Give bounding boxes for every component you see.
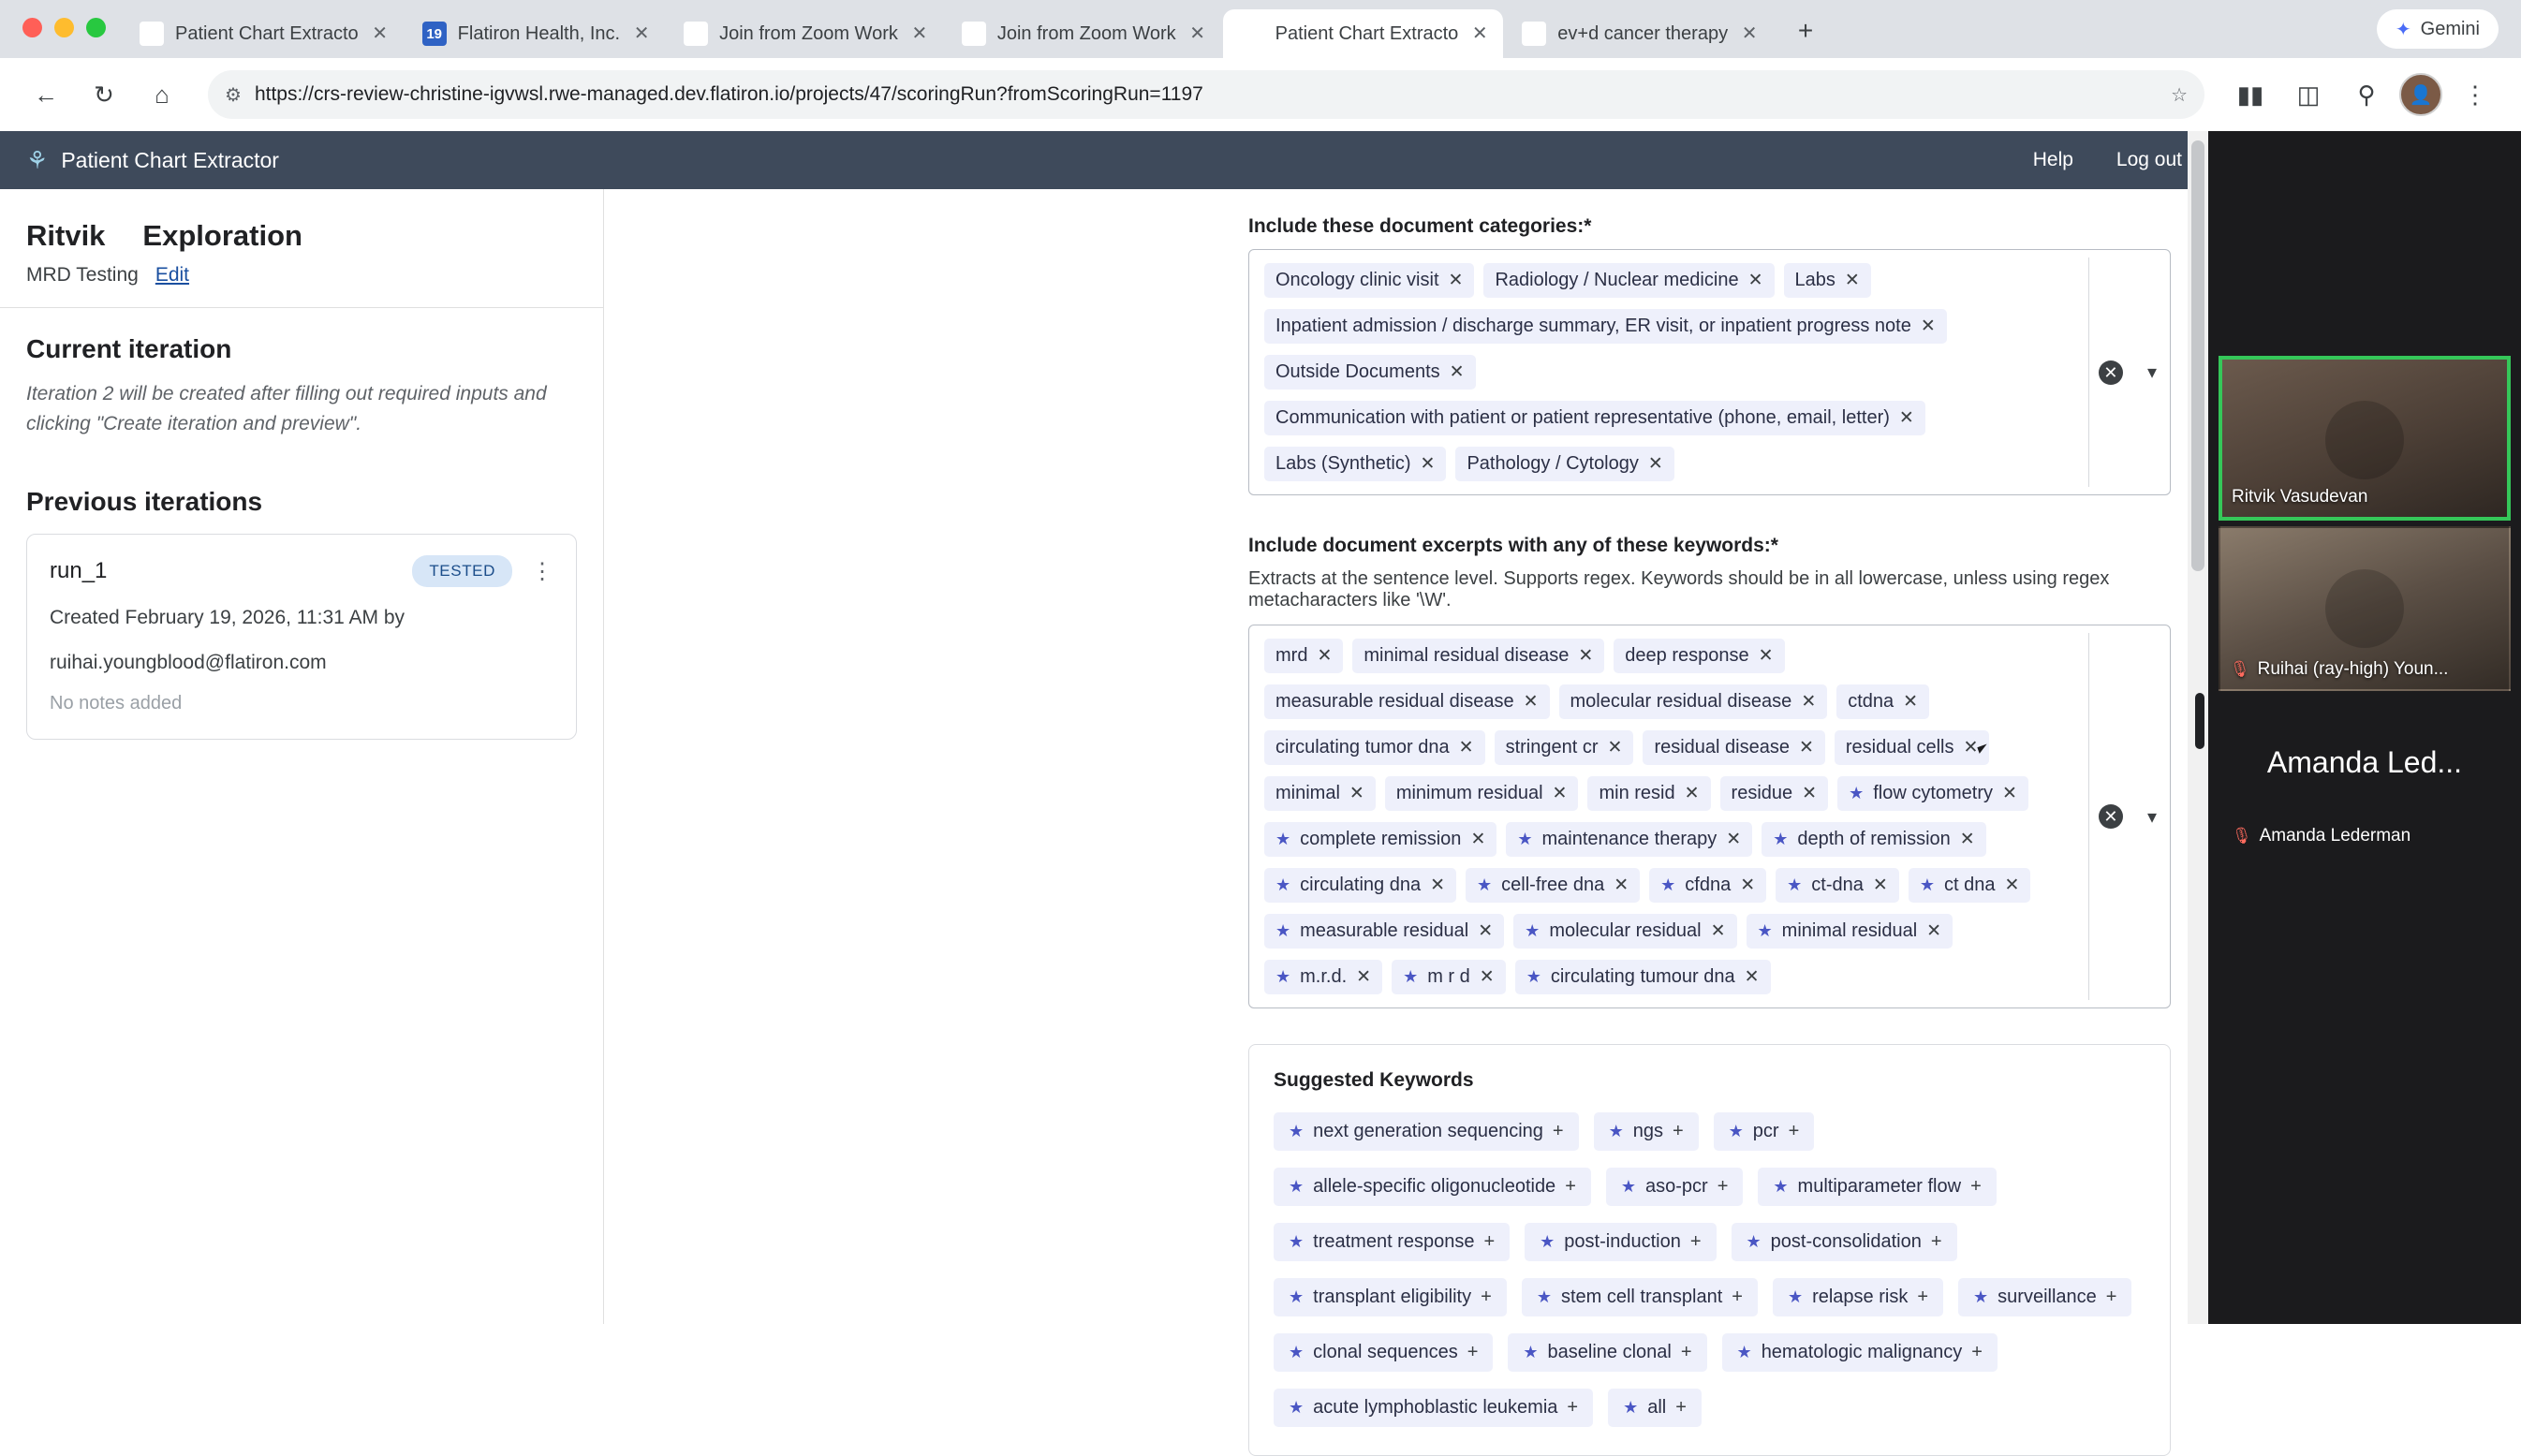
chip[interactable]: ★ m r d ✕ [1392,960,1506,994]
chip[interactable]: ★ circulating tumour dna ✕ [1515,960,1771,994]
close-icon[interactable]: ✕ [1740,875,1756,895]
avatar [2325,401,2404,479]
plus-icon[interactable]: + [1675,1397,1687,1418]
suggested-chip[interactable]: ★ post-induction + [1525,1223,1716,1261]
plus-icon[interactable]: + [1930,1231,1942,1252]
divider [2088,633,2089,1000]
zoom-icon: ● [684,22,708,46]
chart-icon: ⚘ [140,22,164,46]
close-icon[interactable]: ✕ [1741,23,1758,44]
web-app [0,131,2208,1418]
close-icon[interactable]: ✕ [1744,967,1760,987]
plus-icon[interactable]: + [2105,1287,2117,1307]
chip[interactable]: Communication with patient or patient representative (phone, email, letter) ✕ [1264,401,1925,435]
browser-tab-5[interactable] [1505,9,1773,58]
run-name: run_1 [50,558,108,583]
divider [2088,257,2089,487]
star-icon: ★ [1623,1398,1639,1417]
close-icon[interactable]: ✕ [1844,271,1860,290]
extensions-icon[interactable]: ▮▮ [2236,80,2264,109]
close-icon[interactable]: ✕ [2004,875,2020,895]
tab-title: Flatiron Health, Inc. [457,22,621,44]
chip[interactable]: Pathology / Cytology ✕ [1455,447,1673,481]
star-icon: ★ [1608,1122,1624,1140]
plus-icon[interactable]: + [1917,1287,1929,1307]
star-icon: ★ [1536,1287,1552,1306]
suggested-chip[interactable]: ★ multiparameter flow + [1758,1168,1996,1206]
close-icon[interactable]: ✕ [1578,646,1594,666]
suggested-chip[interactable]: ★ acute lymphoblastic leukemia + [1274,1389,1593,1427]
suggested-chip[interactable]: ★ stem cell transplant + [1522,1278,1758,1316]
browser-tab-strip [0,0,2521,58]
project-summary [0,189,603,308]
video-tile-participant-0[interactable] [2219,356,2511,521]
chip[interactable]: minimal residual disease ✕ [1352,639,1604,673]
close-icon[interactable]: ✕ [1479,967,1495,987]
sidebar [0,189,604,1324]
close-icon[interactable]: ✕ [911,23,928,44]
app-header [0,131,2208,189]
run-created: Created February 19, 2026, 11:31 AM by [50,607,405,628]
chip[interactable]: ★ minimal residual ✕ [1747,914,1953,949]
tab-title: Join from Zoom Work [996,22,1176,44]
suggested-chip[interactable]: ★ hematologic malignancy + [1722,1333,1998,1372]
categories-multiselect[interactable] [1248,249,2171,495]
star-icon: ★ [1289,1232,1305,1251]
plus-icon[interactable]: + [1552,1121,1564,1141]
plus-icon[interactable]: + [1567,1397,1579,1418]
logout-link[interactable]: Log out [2116,149,2182,170]
iterations-section [0,308,603,517]
gemini-button[interactable] [2377,9,2499,49]
close-icon[interactable]: ✕ [1607,738,1623,757]
clear-all-icon[interactable]: ✕ [2099,804,2123,829]
run-notes: No notes added [50,692,183,713]
chip[interactable]: circulating tumor dna ✕ [1264,730,1485,765]
video-tile-spotlight[interactable] [2219,697,2511,861]
star-icon: ★ [1973,1287,1989,1306]
maximize-window-button[interactable] [86,18,106,37]
browser-tab-1[interactable] [405,9,665,58]
suggested-chip[interactable]: ★ pcr + [1714,1112,1815,1151]
chip[interactable]: molecular residual disease ✕ [1559,684,1828,719]
close-icon[interactable]: ✕ [1801,692,1817,712]
tune-icon[interactable]: ⚙ [225,84,242,106]
tabs [123,0,1827,58]
participant-name: Ritvik Vasudevan [2232,487,2368,507]
keywords-help: Extracts at the sentence level. Supports regex. Keywords should be in all lowercase, unless using regex metacharacters like '\W'. [1248,568,2110,610]
run-author: ruihai.youngblood@flatiron.com [50,652,327,674]
tab-title: ev+d cancer therapy [1557,22,1729,44]
star-icon: ★ [1746,1232,1762,1251]
split-screen-icon[interactable]: ◫ [2296,80,2321,109]
current-iteration-heading: Current iteration [26,334,232,363]
star-icon: ★ [1787,1287,1804,1306]
close-icon[interactable]: ✕ [1802,784,1818,803]
chip[interactable]: ★ circulating dna ✕ [1264,868,1456,903]
app-body [0,189,2208,1418]
suggested-keywords-chips [1274,1112,2145,1427]
keywords-chips [1264,639,2067,994]
browser-tab-0[interactable] [123,9,404,58]
close-icon[interactable]: ✕ [2002,784,2017,803]
chip[interactable]: residual disease ✕ [1643,730,1824,765]
categories-label: Include these document categories:* [1248,215,1592,237]
star-icon: ★ [1728,1122,1744,1140]
close-icon[interactable]: ✕ [1458,738,1474,757]
star-icon: ★ [1275,967,1291,986]
chart-icon: ⚘ [1240,22,1264,46]
plus-icon[interactable]: + [1689,1231,1702,1252]
star-icon: ★ [1736,1343,1752,1361]
star-icon: ★ [1773,1177,1789,1196]
close-icon[interactable]: ✕ [1926,921,1942,941]
reload-icon[interactable]: ↻ [94,80,114,109]
minimize-window-button[interactable] [54,18,74,37]
chip[interactable]: Labs ✕ [1784,263,1871,298]
suggested-chip[interactable]: ★ clonal sequences + [1274,1333,1493,1372]
star-icon: ★ [1525,921,1541,940]
close-icon[interactable]: ✕ [1903,692,1919,712]
suggested-chip[interactable]: ★ transplant eligibility + [1274,1278,1507,1316]
star-icon: ★ [1540,1232,1555,1251]
sparkle-icon: ✦ [2395,19,2411,40]
star-icon: ★ [1289,1398,1305,1417]
plus-icon[interactable]: + [1788,1121,1800,1141]
clear-all-icon[interactable]: ✕ [2099,360,2123,385]
close-icon[interactable]: ✕ [1920,316,1936,336]
close-icon[interactable]: ✕ [1317,646,1333,666]
close-icon[interactable]: ✕ [1710,921,1726,941]
chip[interactable]: ★ cfdna ✕ [1649,868,1766,903]
browser-toolbar [0,58,2521,131]
project-name: Exploration [142,219,302,252]
gemini-label: Gemini [2420,18,2480,39]
star-icon: ★ [1275,875,1291,894]
chip[interactable]: ★ complete remission ✕ [1264,822,1496,857]
address-bar[interactable] [208,70,2204,119]
suggested-chip[interactable]: ★ allele-specific oligonucleotide + [1274,1168,1591,1206]
chip[interactable]: Oncology clinic visit ✕ [1264,263,1474,298]
close-icon[interactable]: ✕ [1684,784,1700,803]
current-iteration-note: Iteration 2 will be created after filling out required inputs and clicking "Create iteration and preview". [26,383,547,434]
close-icon[interactable]: ✕ [1478,921,1494,941]
app-title: Patient Chart Extractor [61,147,279,172]
new-tab-button[interactable]: + [1797,16,1814,45]
star-icon: ★ [1289,1287,1305,1306]
zoom-video-panel [2208,131,2521,1324]
browser-tab-2[interactable] [667,9,943,58]
kebab-menu-icon[interactable]: ⋮ [531,558,553,584]
chip[interactable]: ★ measurable residual ✕ [1264,914,1504,949]
chip[interactable]: ★ flow cytometry ✕ [1837,776,2028,811]
star-icon: ★ [1523,1343,1539,1361]
suggested-chip[interactable]: ★ baseline clonal + [1508,1333,1706,1372]
main-content [604,189,2208,1418]
star-icon: ★ [1289,1343,1305,1361]
star-icon: ★ [1757,921,1773,940]
plus-icon[interactable]: + [1467,1342,1479,1362]
suggested-chip[interactable]: ★ post-consolidation + [1732,1223,1957,1261]
star-icon: ★ [1620,1177,1637,1196]
zoom-icon: ● [962,22,986,46]
home-icon[interactable]: ⌂ [155,80,170,109]
plus-icon[interactable]: + [1481,1287,1492,1307]
close-icon[interactable]: ✕ [1449,362,1465,382]
panel-resize-handle[interactable] [2195,693,2204,749]
keywords-label: Include document excerpts with any of these keywords:* [1248,535,1778,556]
tab-title: Patient Chart Extracto [175,22,359,44]
close-window-button[interactable] [22,18,42,37]
project-subtitle: MRD Testing [26,264,139,286]
mic-muted-icon: 🎙 [2230,660,2250,678]
plus-icon[interactable]: + [1717,1176,1729,1197]
flatiron-icon: 19 [422,22,447,46]
star-icon: ★ [1289,1122,1305,1140]
star-icon: ★ [1849,784,1865,802]
close-icon[interactable]: ✕ [1552,784,1568,803]
chip[interactable]: Labs (Synthetic) ✕ [1264,447,1446,481]
list-item[interactable] [26,534,577,740]
chip[interactable]: ★ maintenance therapy ✕ [1506,822,1752,857]
extractor-logo-icon: ⚘ [26,145,49,174]
chip[interactable]: ★ ct-dna ✕ [1776,868,1899,903]
app-brand[interactable] [26,146,279,175]
suggested-chip[interactable]: ★ surveillance + [1958,1278,2131,1316]
star-icon: ★ [1275,830,1291,848]
close-icon[interactable]: ✕ [1448,271,1464,290]
suggested-chip[interactable]: ★ treatment response + [1274,1223,1510,1261]
mic-muted-icon: 🎙 [2232,827,2252,845]
avatar [2325,569,2404,648]
star-icon: ★ [1773,830,1789,848]
suggested-keywords-title: Suggested Keywords [1274,1069,1474,1091]
suggested-chip[interactable]: ★ aso-pcr + [1606,1168,1744,1206]
window-controls[interactable] [0,18,123,58]
chevron-down-icon[interactable]: ▾ [2146,806,2157,828]
status-badge: TESTED [412,555,512,587]
help-link[interactable]: Help [2032,149,2073,170]
plus-icon[interactable]: + [1565,1176,1576,1197]
plus-icon[interactable]: + [1970,1176,1982,1197]
close-icon[interactable]: ✕ [1523,692,1539,712]
browser-tab-3[interactable] [945,9,1221,58]
close-icon[interactable]: ✕ [1356,967,1372,987]
chip[interactable]: ctdna ✕ [1836,684,1929,719]
chip[interactable]: stringent cr ✕ [1495,730,1634,765]
plus-icon[interactable]: + [1971,1342,1983,1362]
previous-iterations-heading: Previous iterations [26,487,263,516]
star-icon: ★ [1517,830,1533,848]
suggested-chip[interactable]: ★ ngs + [1594,1112,1699,1151]
close-icon[interactable]: ✕ [1959,830,1975,849]
chip[interactable]: minimum residual ✕ [1385,776,1579,811]
star-icon: ★ [1289,1177,1305,1196]
star-icon: ★ [1660,875,1676,894]
chip[interactable]: residue ✕ [1720,776,1829,811]
spotlight-display-name: Amanda Led... [2266,745,2463,779]
scrollbar-thumb[interactable] [2191,140,2204,571]
plus-icon[interactable]: + [1680,1342,1692,1362]
chip[interactable]: ★ m.r.d. ✕ [1264,960,1382,994]
close-icon[interactable]: ✕ [1470,830,1486,849]
close-icon[interactable]: ✕ [1898,408,1914,428]
close-icon[interactable]: ✕ [1747,271,1763,290]
close-icon[interactable]: ✕ [1726,830,1742,849]
edit-project-link[interactable]: Edit [155,264,190,286]
suggested-chip[interactable]: ★ relapse risk + [1773,1278,1943,1316]
suggested-chip[interactable]: ★ all + [1608,1389,1702,1427]
star-icon: ★ [1919,875,1935,894]
close-icon[interactable]: ✕ [1430,875,1446,895]
tab-title: Join from Zoom Work [719,22,898,44]
chip[interactable]: ★ depth of remission ✕ [1762,822,1985,857]
chevron-down-icon[interactable]: ▾ [2146,362,2157,383]
back-arrow-icon[interactable]: ← [34,80,58,109]
chip[interactable]: minimal ✕ [1264,776,1376,811]
categories-chips [1264,263,2067,481]
search-tabs-icon[interactable]: ⚲ [2357,80,2376,109]
chip[interactable]: ★ ct dna ✕ [1909,868,2031,903]
star-icon[interactable]: ☆ [2171,84,2188,106]
close-icon[interactable]: ✕ [1349,784,1364,803]
star-icon: ★ [1526,967,1541,986]
url-text: https://crs-review-christine-igvwsl.rwe-managed.dev.flatiron.io/projects/47/scoringRun?fromScoringRun=1197 [254,83,1203,105]
chip[interactable]: mrd ✕ [1264,639,1343,673]
close-icon[interactable]: ✕ [1420,454,1436,474]
close-icon[interactable]: ✕ [1758,646,1774,666]
plus-icon[interactable]: + [1732,1287,1743,1307]
plus-icon[interactable]: + [1483,1231,1496,1252]
close-icon[interactable]: ✕ [1189,23,1206,44]
keywords-multiselect[interactable] [1248,625,2171,1008]
chip[interactable]: residual cells ✕ [1835,730,1990,765]
close-icon[interactable]: ✕ [1471,23,1488,44]
suggested-keywords-panel [1248,1044,2171,1456]
close-icon[interactable]: ✕ [372,23,389,44]
star-icon: ★ [1403,967,1419,986]
star-icon: ★ [1477,875,1493,894]
close-icon[interactable]: ✕ [1872,875,1888,895]
close-icon[interactable]: ✕ [1963,738,1979,757]
profile-avatar[interactable]: 👤 [2399,73,2442,116]
chip[interactable]: min resid ✕ [1587,776,1710,811]
chip[interactable]: Outside Documents ✕ [1264,355,1476,390]
chip[interactable]: Radiology / Nuclear medicine ✕ [1483,263,1774,298]
chip[interactable]: ★ cell-free dna ✕ [1466,868,1640,903]
suggested-chip[interactable]: ★ next generation sequencing + [1274,1112,1579,1151]
close-icon[interactable]: ✕ [1614,875,1629,895]
chip[interactable]: deep response ✕ [1614,639,1784,673]
close-icon[interactable]: ✕ [1798,738,1814,757]
star-icon: ★ [1787,875,1803,894]
participant-name: 🎙 Ruihai (ray-high) Youn... [2230,659,2449,679]
browser-tab-4-active[interactable] [1223,9,1504,58]
kebab-menu-icon[interactable]: ⋮ [2463,80,2487,109]
project-owner: Ritvik [26,219,106,252]
participant-name: 🎙 Amanda Lederman [2232,826,2411,846]
chip[interactable]: ★ molecular residual ✕ [1513,914,1736,949]
video-tile-participant-1[interactable] [2219,526,2511,691]
chip[interactable]: measurable residual disease ✕ [1264,684,1550,719]
chip[interactable]: Inpatient admission / discharge summary, ER visit, or inpatient progress note ✕ [1264,309,1947,344]
google-icon: G [1522,22,1546,46]
star-icon: ★ [1275,921,1291,940]
close-icon[interactable]: ✕ [1647,454,1663,474]
tab-title: Patient Chart Extracto [1275,22,1459,44]
plus-icon[interactable]: + [1672,1121,1684,1141]
close-icon[interactable]: ✕ [633,23,650,44]
